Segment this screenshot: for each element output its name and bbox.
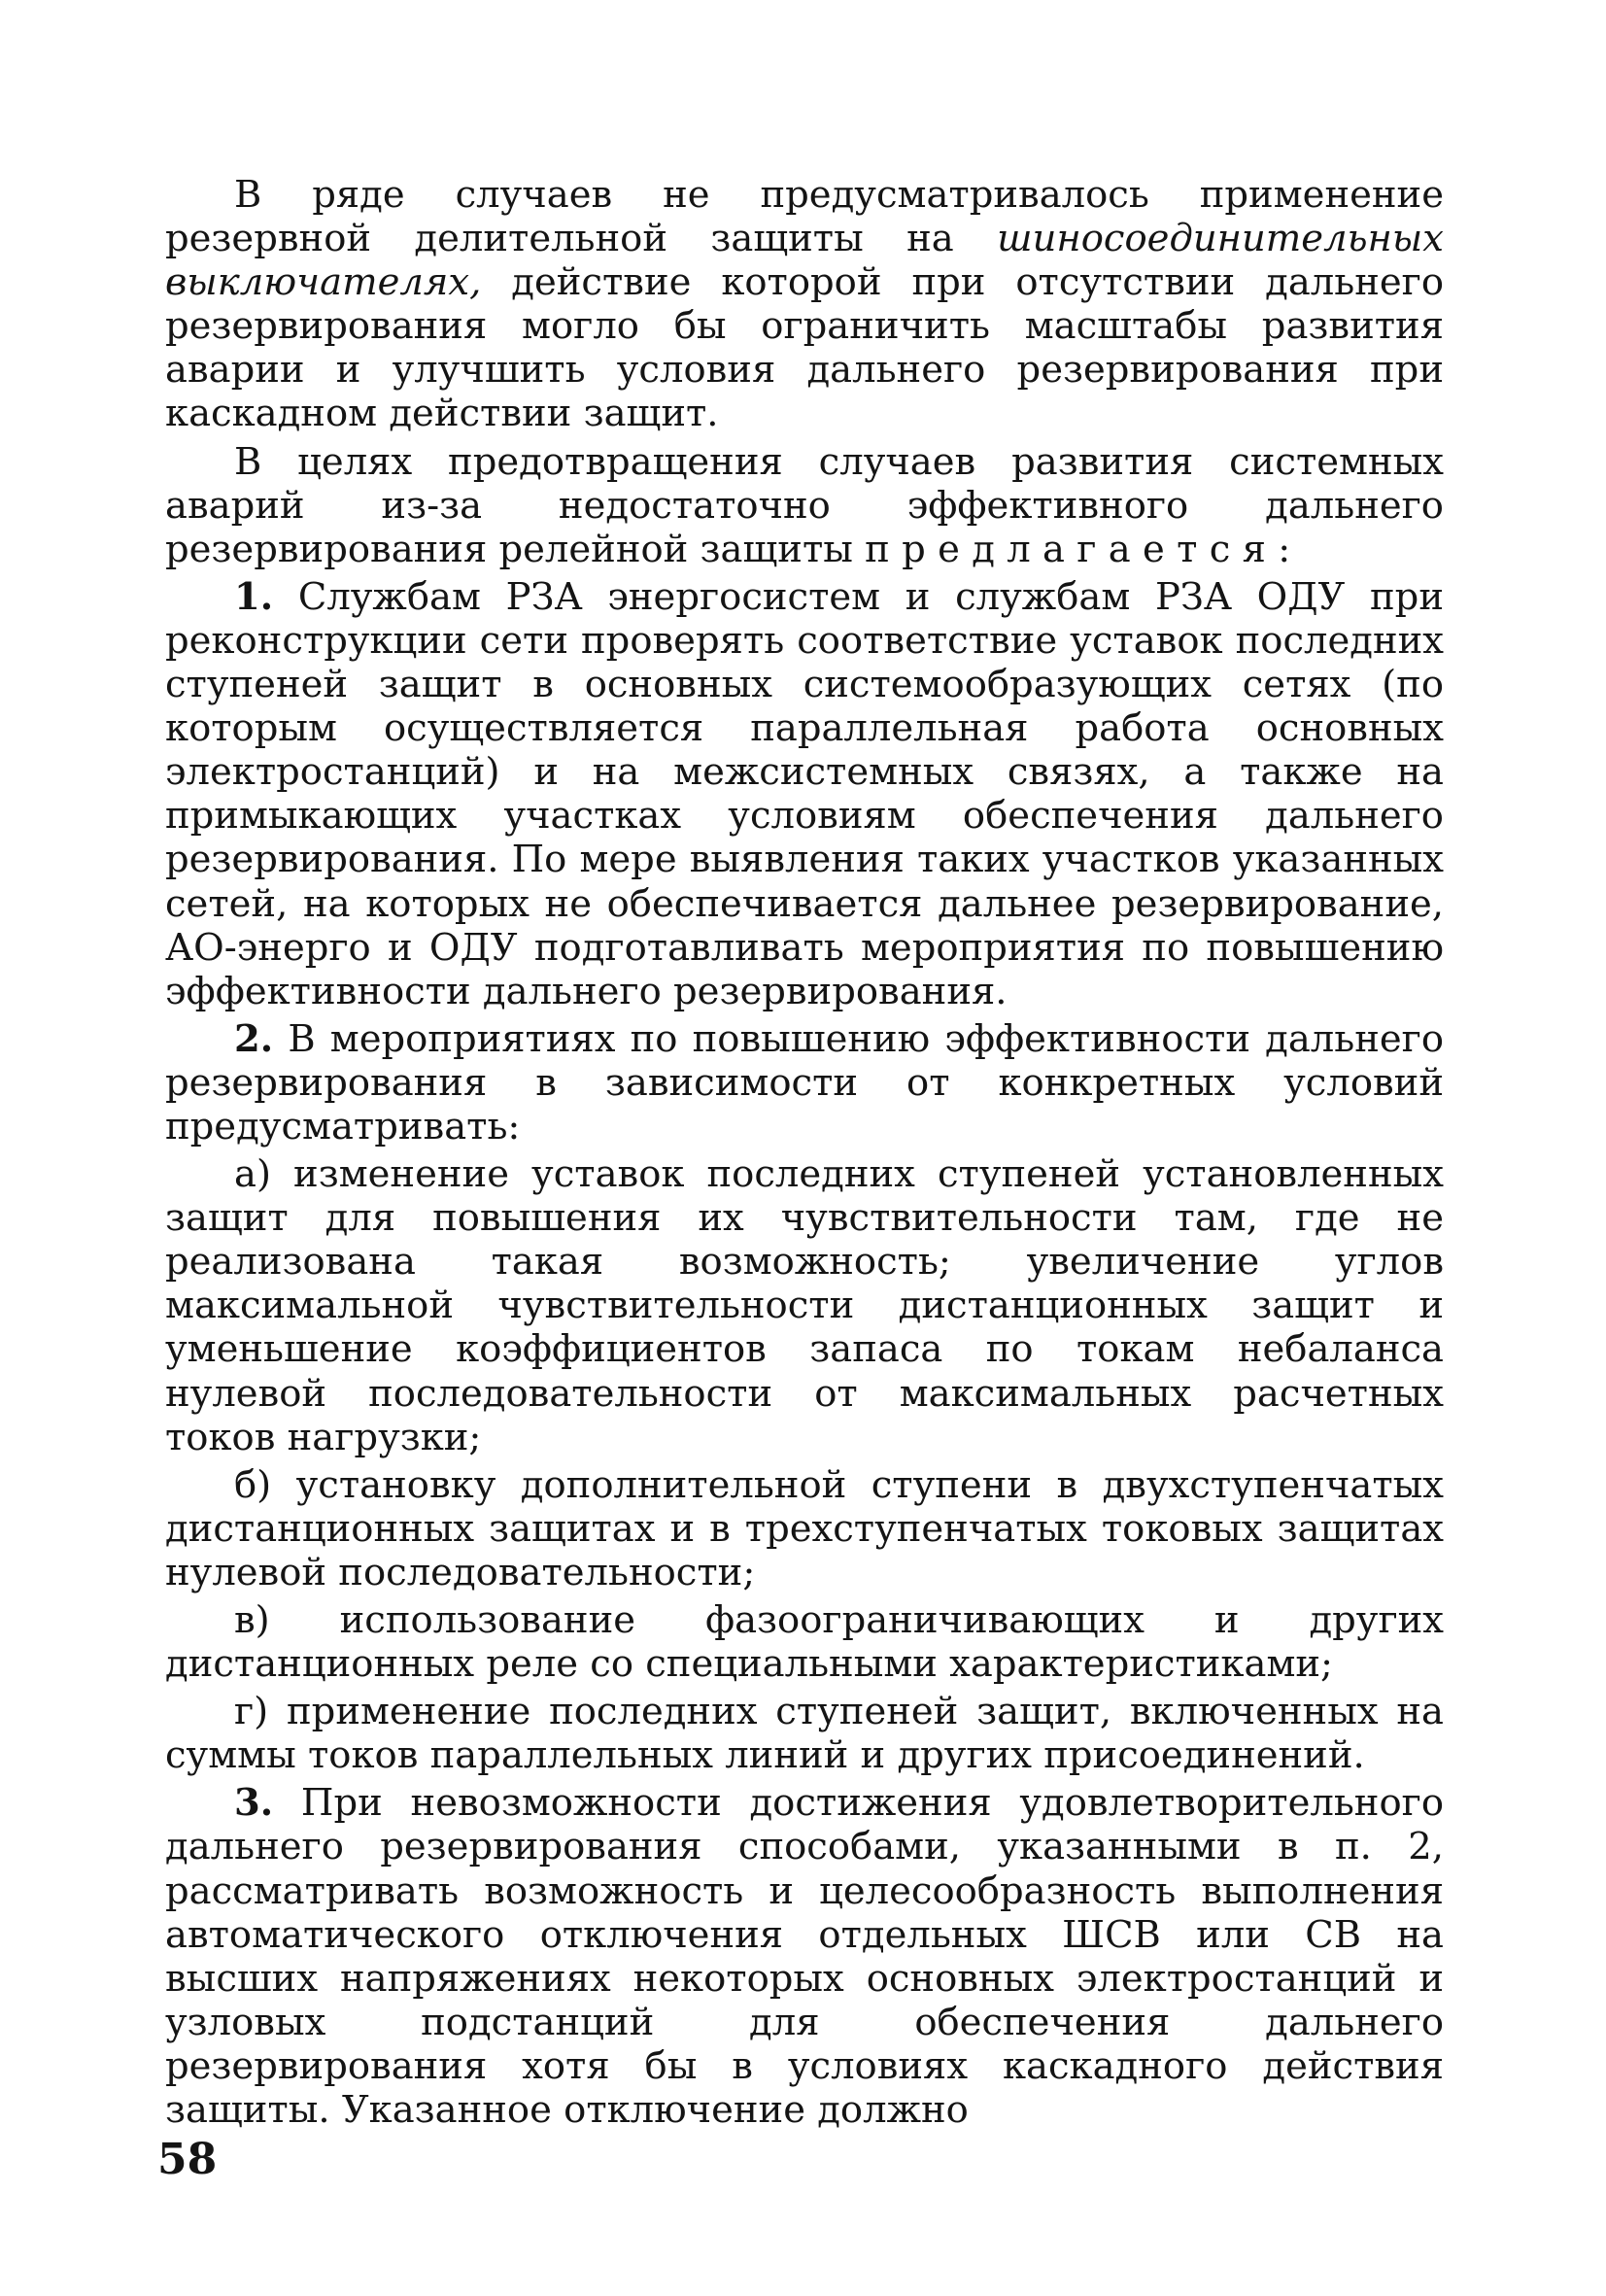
page-number: 58 — [157, 2135, 218, 2184]
paragraph-item-1 — [165, 575, 1444, 1013]
paragraph-item-2 — [165, 1017, 1444, 1148]
item-number: 1. — [234, 574, 274, 619]
paragraph-shinosoed — [165, 173, 1444, 436]
paragraph-text: Службам РЗА энергосистем и службам РЗА ОДУ при реконструкции сети проверять соответствие уставок последних ступеней защит в основных системообразующих сетях (по которым осуществляется параллельная работа основных электростанций) и на межсистемных связях, а также на примыкающих участках условиям обеспечения дальнего резервирования. По мере выявления таких участков указанных сетей, на которых не обеспечивается дальнее резервирование, АО-энерго и ОДУ подготавливать мероприятия по повышению эффективности дальнего резервирования. — [165, 574, 1444, 1013]
paragraph-subitem-v: в) использование фазоограничивающих и других дистанционных реле со специальными характеристиками; — [165, 1598, 1444, 1687]
paragraph-subitem-a: а) изменение уставок последних ступеней установленных защит для повышения их чувствительности там, где не реализована такая возможность; увеличение углов максимальной чувствительности дистанционных защит и уменьшение коэффициентов запаса по токам небаланса нулевой последовательности от максимальных расчетных токов нагрузки; — [165, 1152, 1444, 1459]
item-number: 3. — [234, 1781, 274, 1826]
paragraph-text: действие которой при отсутствии дальнего резервирования могло бы ограничить масштабы развития аварии и улучшить условия дальнего резервирования при каскадном действии защит. — [165, 260, 1444, 436]
paragraph-proposal-intro — [165, 440, 1444, 571]
item-number: 2. — [234, 1016, 274, 1061]
paragraph-subitem-g: г) применение последних ступеней защит, включенных на суммы токов параллельных линий и других присоединений. — [165, 1690, 1444, 1778]
body-text — [165, 173, 1444, 2132]
paragraph-text: При невозможности достижения удовлетворительного дальнего резервирования способами, указанными в п. 2, рассматривать возможность и целесообразность выполнения автоматического отключения отдельных ШСВ или СВ на высших напряжениях некоторых основных электростанций и узловых подстанций для обеспечения дальнего резервирования хотя бы в условиях каскадного действия защиты. Указанное отключение должно — [165, 1781, 1444, 2133]
paragraph-subitem-b: б) установку дополнительной ступени в двухступенчатых дистанционных защитах и в трехступенчатых токовых защитах нулевой последовательности; — [165, 1462, 1444, 1594]
italic-term: шиносоединительных выключателях, — [165, 217, 1444, 305]
paragraph-text: В мероприятиях по повышению эффективности дальнего резервирования в зависимости от конкретных условий предусматривать: — [165, 1016, 1444, 1148]
paragraph-text: : — [1278, 527, 1291, 571]
paragraph-text: В целях предотвращения случаев развития системных аварий из-за недостаточно эффективного дальнего резервирования релейной защиты — [165, 439, 1444, 571]
paragraph-text: В ряде случаев не предусматривалось применение резервной делительной защиты на — [165, 173, 1444, 261]
paragraph-item-3 — [165, 1781, 1444, 2132]
spaced-keyword: предлагается — [865, 527, 1279, 571]
